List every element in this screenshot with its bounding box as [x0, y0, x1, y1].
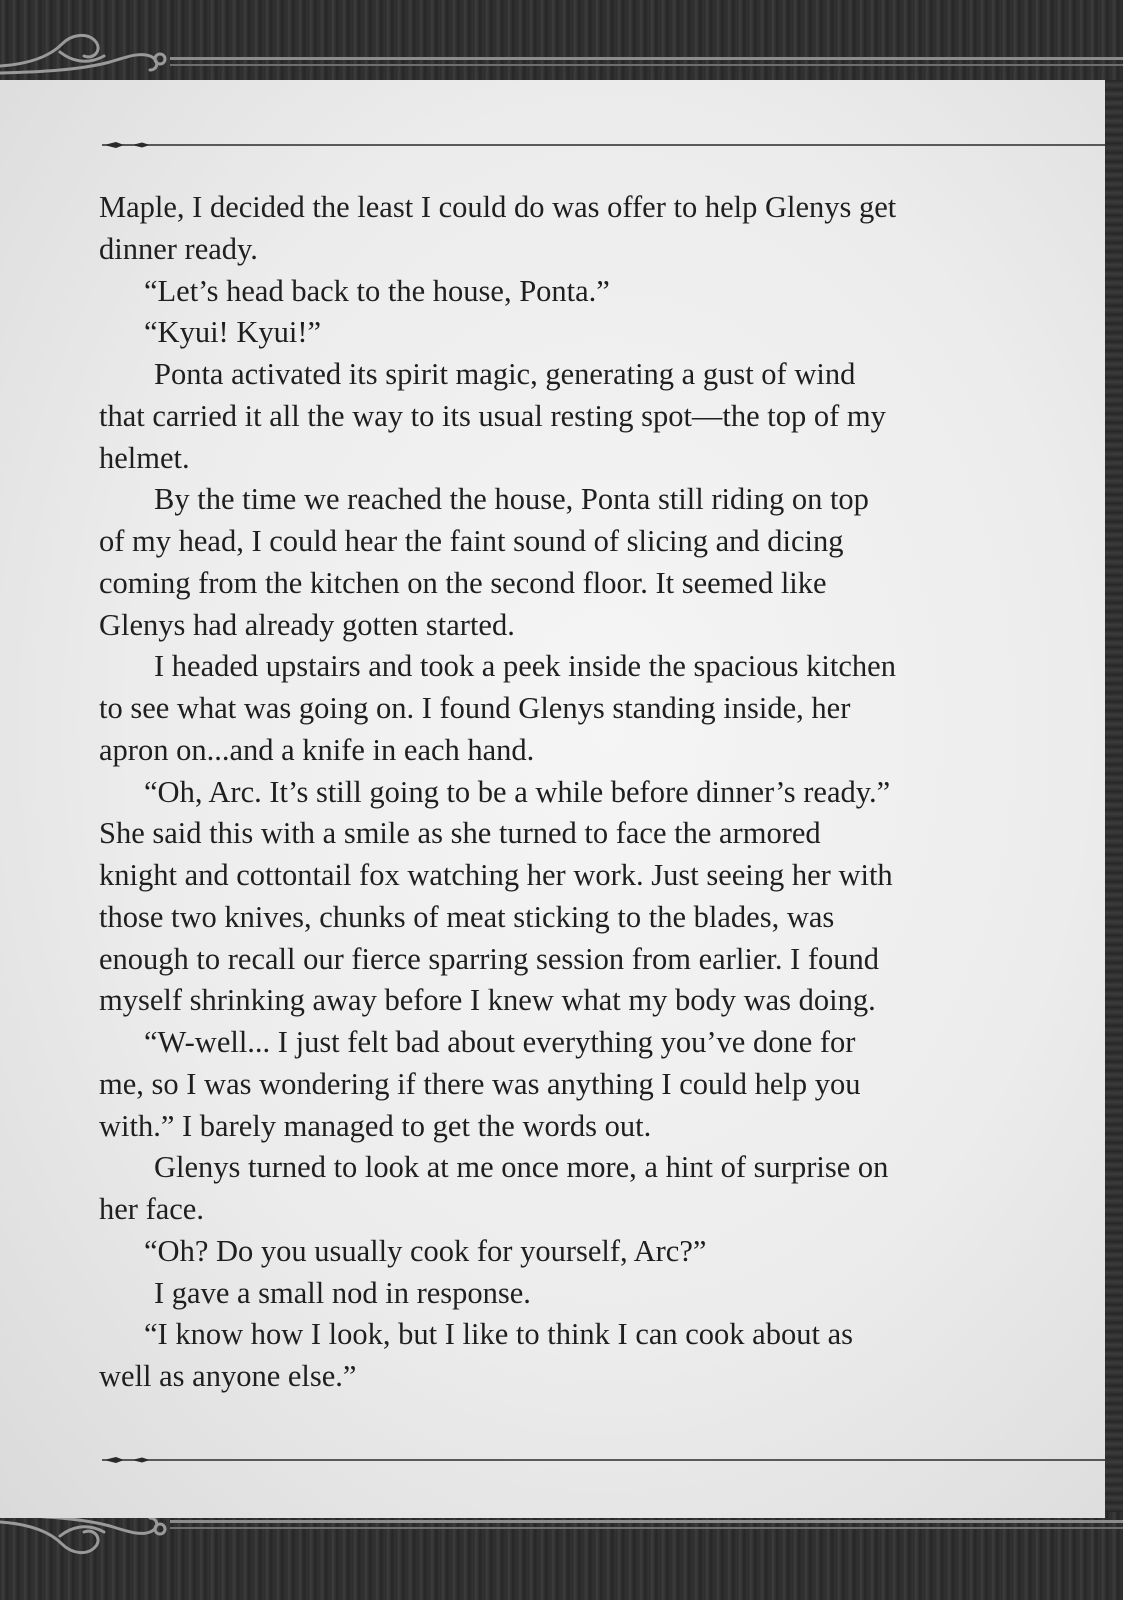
- scroll-flourish-icon: [0, 26, 178, 78]
- text-line: me, so I was wondering if there was anything I could help you: [99, 1066, 861, 1101]
- text-line: “I know how I look, but I like to think I can cook about as: [144, 1317, 853, 1352]
- text-line: knight and cottontail fox watching her work. Just seeing her with: [99, 858, 893, 892]
- bottom-double-rule: [170, 1519, 1123, 1533]
- arrow-divider-icon: [102, 140, 1105, 150]
- text-line: Ponta activated its spirit magic, generating a gust of wind: [154, 357, 856, 391]
- text-line: coming from the kitchen on the second floor. It seemed like: [99, 565, 827, 600]
- page-frame-right: [1105, 80, 1123, 1520]
- text-line: enough to recall our fierce sparring session from earlier. I found: [99, 941, 880, 976]
- text-line: Glenys turned to look at me once more, a hint of surprise on: [154, 1150, 889, 1185]
- text-line: I headed upstairs and took a peek inside the spacious kitchen: [154, 649, 896, 684]
- text-line: “W-well... I just felt bad about everything you’ve done for: [144, 1025, 856, 1059]
- text-line: that carried it all the way to its usual resting spot—the top of my: [99, 398, 886, 433]
- text-line: She said this with a smile as she turned to face the armored: [99, 816, 821, 851]
- text-line: myself shrinking away before I knew what my body was doing.: [99, 983, 876, 1018]
- text-line: “Oh, Arc. It’s still going to be a while before dinner’s ready.”: [144, 774, 891, 809]
- text-line: her face.: [99, 1192, 204, 1226]
- page-body-text: [99, 187, 1099, 1398]
- text-line: to see what was going on. I found Glenys standing inside, her: [99, 691, 851, 725]
- text-line: of my head, I could hear the faint sound of slicing and dicing: [99, 524, 844, 558]
- text-line: well as anyone else.”: [99, 1359, 357, 1393]
- arrow-divider-icon: [102, 1455, 1105, 1465]
- text-line: dinner ready.: [99, 231, 258, 266]
- text-line: apron on...and a knife in each hand.: [99, 732, 535, 767]
- text-line: those two knives, chunks of meat sticking to the blades, was: [99, 899, 835, 934]
- text-line: Glenys had already gotten started.: [99, 607, 515, 642]
- text-line: “Oh? Do you usually cook for yourself, Arc?”: [144, 1233, 707, 1268]
- text-line: helmet.: [99, 440, 190, 475]
- text-line: By the time we reached the house, Ponta still riding on top: [154, 482, 869, 517]
- text-line: with.” I barely managed to get the words out.: [99, 1108, 652, 1143]
- text-line: “Let’s head back to the house, Ponta.”: [144, 273, 610, 308]
- text-line: I gave a small nod in response.: [154, 1275, 531, 1310]
- top-double-rule: [170, 56, 1123, 70]
- text-line: Maple, I decided the least I could do was offer to help Glenys get: [99, 190, 897, 224]
- text-line: “Kyui! Kyui!”: [144, 315, 322, 350]
